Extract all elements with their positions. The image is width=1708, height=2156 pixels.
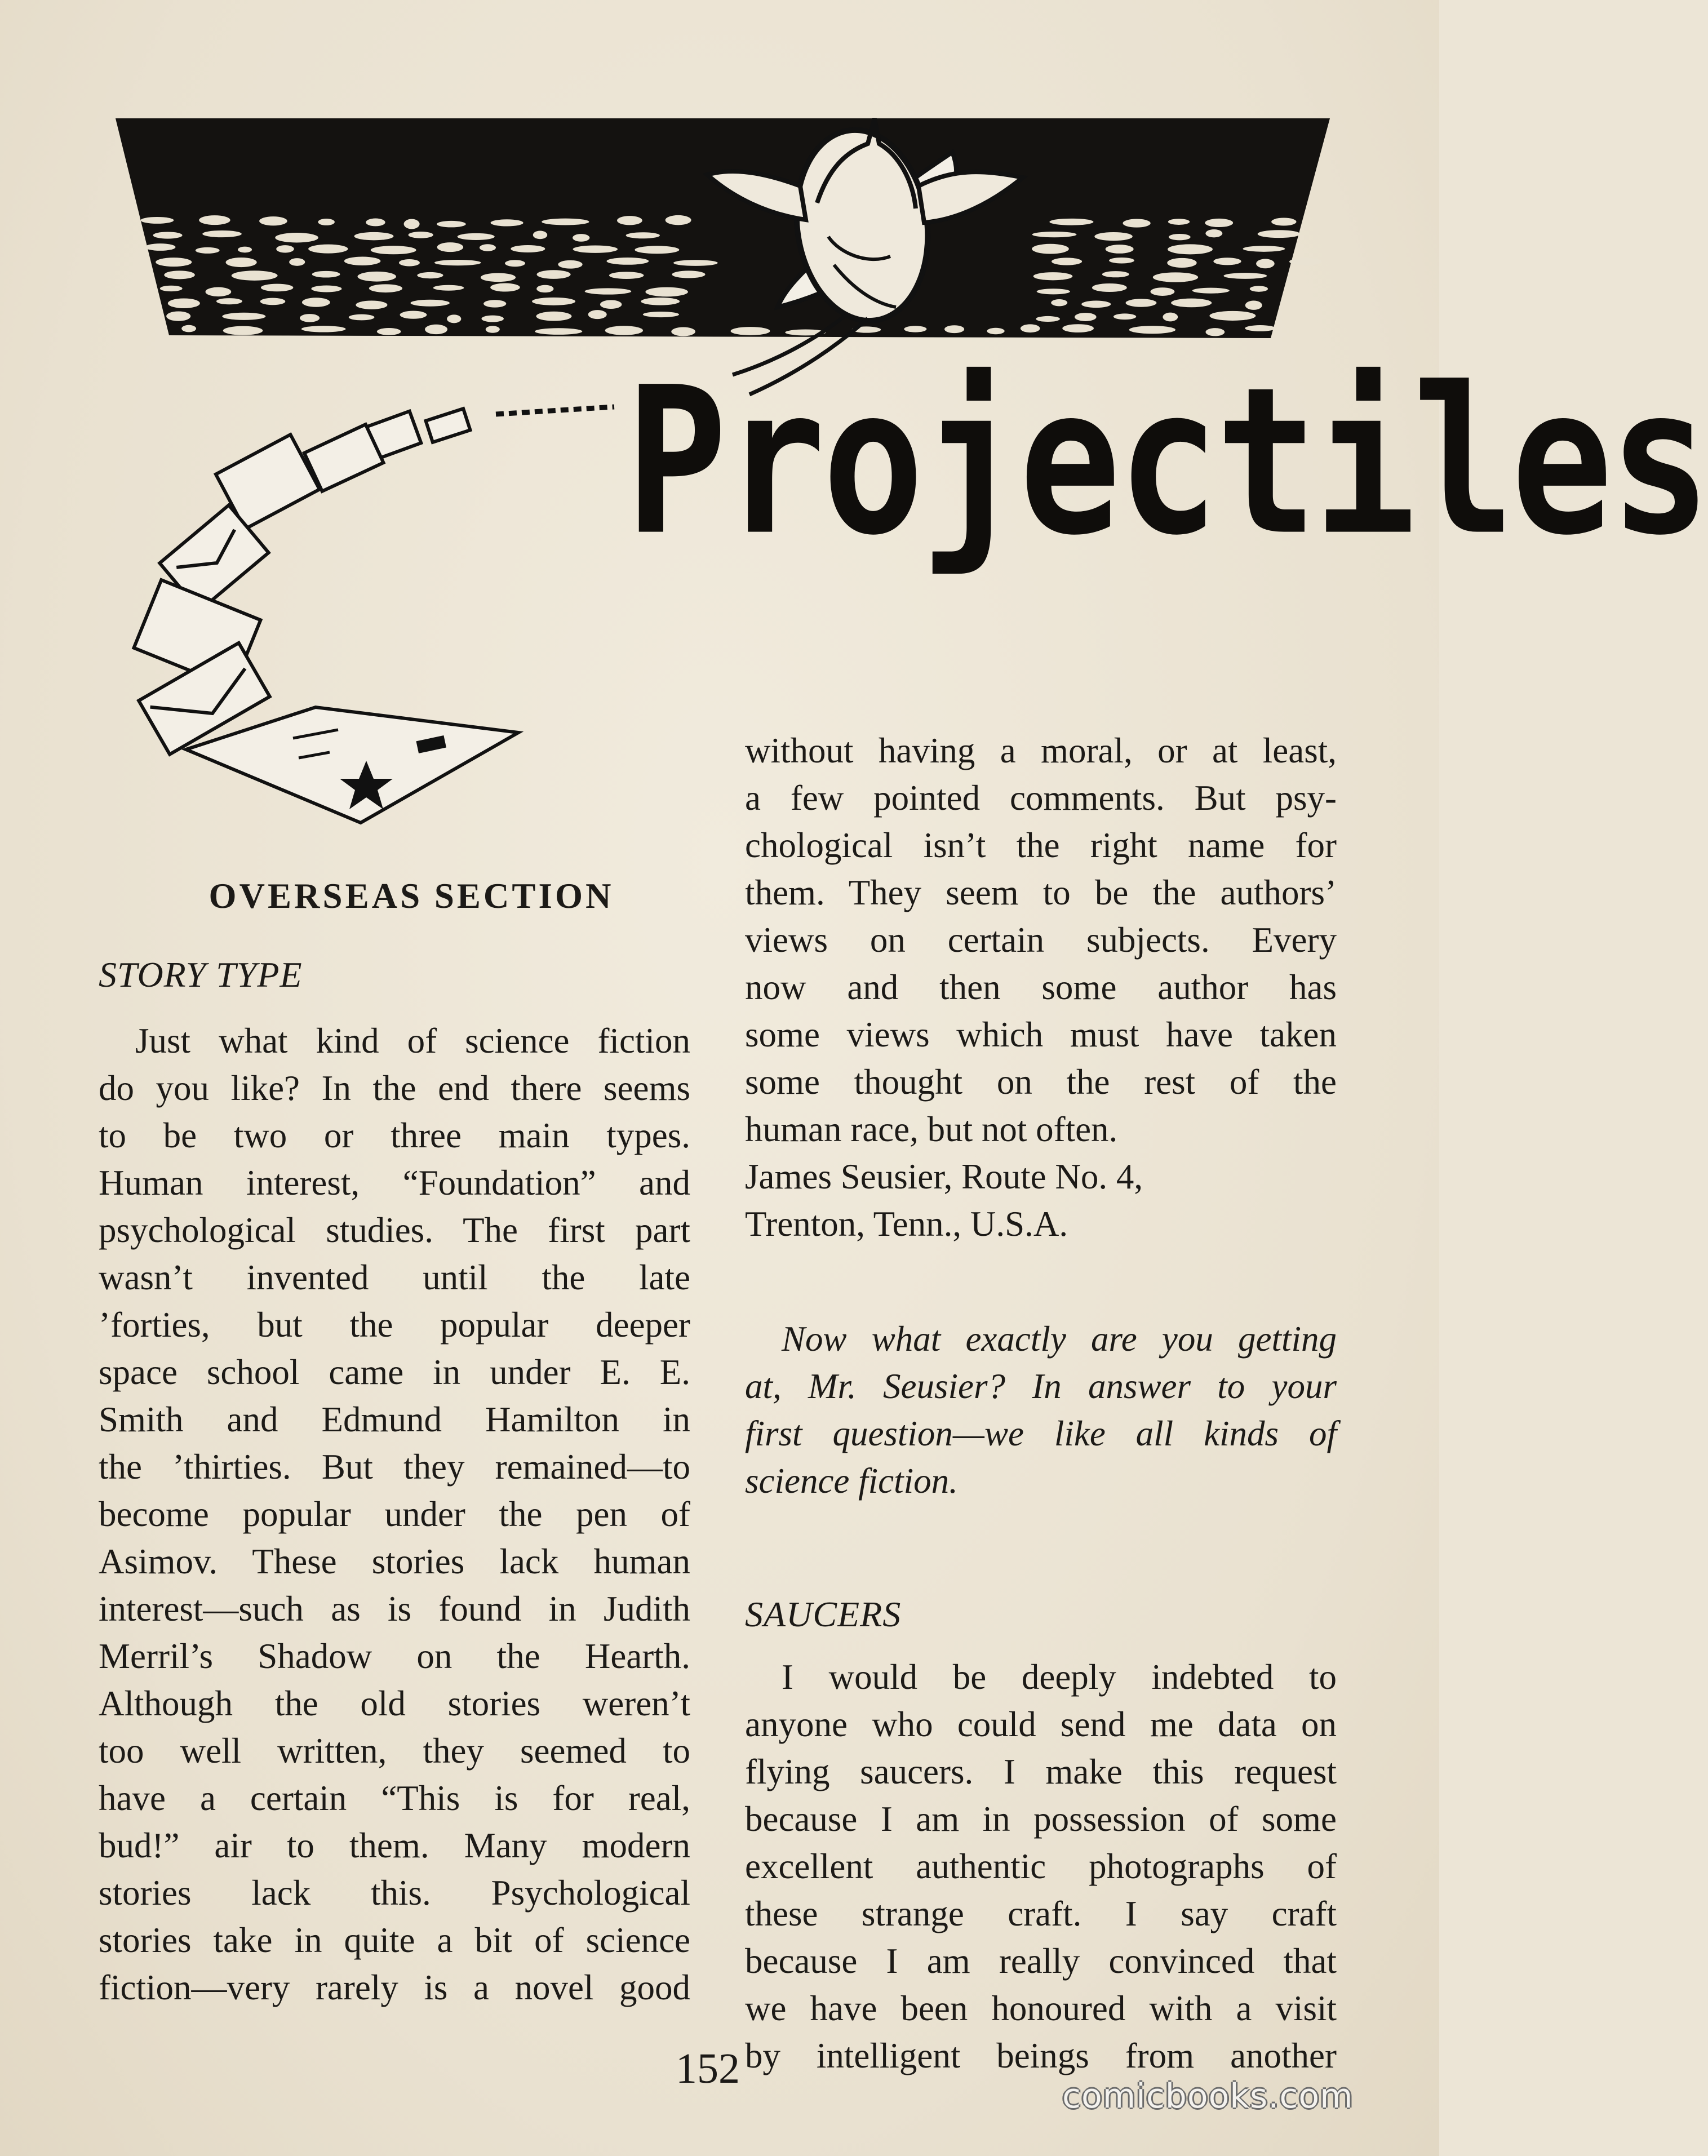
text-line: these strange craft. I say craft (745, 1894, 1337, 1933)
text-line: stories lack this. Psychological (99, 1873, 690, 1913)
text-line: Asimov. These stories lack human (99, 1542, 690, 1581)
left-column (99, 871, 690, 2011)
editor-reply-line: Now what exactly are you getting (782, 1319, 1337, 1359)
text-line: views on certain subjects. Every (745, 920, 1337, 960)
page-number: 152 (676, 2045, 740, 2092)
text-line: interest—such as is found in Judith (99, 1589, 690, 1629)
text-line: Human interest, “Foundation” and (99, 1163, 690, 1203)
text-line: I would be deeply indebted to (782, 1657, 1337, 1697)
letter-subhead: SAUCERS (745, 1594, 902, 1634)
text-line: them. They seem to be the authors’ (745, 873, 1337, 912)
text-line: the ’thirties. But they remained—to (99, 1447, 690, 1487)
text-line: become popular under the pen of (99, 1494, 690, 1534)
signature-line: Trenton, Tenn., U.S.A. (745, 1204, 1068, 1244)
right-column (745, 727, 1337, 2079)
page-title: Projectiles (625, 344, 1708, 580)
text-line: excellent authentic photographs of (745, 1847, 1337, 1886)
text-line: some views which must have taken (745, 1015, 1337, 1054)
editor-reply-line: science fiction. (745, 1461, 958, 1501)
text-line: without having a moral, or at least, (745, 731, 1337, 770)
text-line: stories take in quite a bit of science (99, 1920, 690, 1960)
text-line: fiction—very rarely is a novel good (99, 1968, 690, 2007)
letter-subhead: STORY TYPE (99, 955, 303, 995)
text-line: do you like? In the end there seems (99, 1068, 690, 1108)
text-line: Smith and Edmund Hamilton in (99, 1400, 690, 1439)
text-line: space school came in under E. E. (99, 1352, 690, 1392)
text-line: wasn’t invented until the late (99, 1258, 690, 1297)
editor-reply-line: first question—we like all kinds of (745, 1414, 1337, 1453)
text-line: Although the old stories weren’t (99, 1684, 690, 1723)
text-line: human race, but not often. (745, 1110, 1118, 1149)
text-line: because I am really convinced that (745, 1941, 1337, 1981)
section-heading: OVERSEAS SECTION (208, 876, 614, 916)
text-line: we have been honoured with a visit (745, 1989, 1337, 2028)
text-line: because I am in possession of some (745, 1799, 1337, 1839)
text-line: now and then some author has (745, 968, 1337, 1007)
text-line: have a certain “This is for real, (99, 1778, 690, 1818)
text-line: Just what kind of science fiction (135, 1021, 690, 1061)
watermark: comicbooks.com (1062, 2077, 1354, 2116)
text-line: bud!” air to them. Many modern (99, 1826, 690, 1865)
text-line: some thought on the rest of the (745, 1062, 1337, 1102)
text-line: a few pointed comments. But psy- (745, 778, 1337, 818)
text-line: too well written, they seemed to (99, 1731, 690, 1771)
signature-line: James Seusier, Route No. 4, (745, 1157, 1143, 1196)
text-line: anyone who could send me data on (745, 1705, 1337, 1744)
text-line: ’forties, but the popular deeper (99, 1305, 690, 1345)
text-line: Merril’s Shadow on the Hearth. (99, 1636, 690, 1676)
text-line: chological isn’t the right name for (745, 826, 1337, 865)
letter-trail-icon (134, 407, 614, 823)
editor-reply-line: at, Mr. Seusier? In answer to your (745, 1367, 1337, 1406)
text-line: flying saucers. I make this request (745, 1752, 1337, 1791)
text-line: by intelligent beings from another (745, 2036, 1337, 2075)
text-line: psychological studies. The first part (99, 1210, 690, 1250)
text-line: to be two or three main types. (99, 1116, 690, 1155)
